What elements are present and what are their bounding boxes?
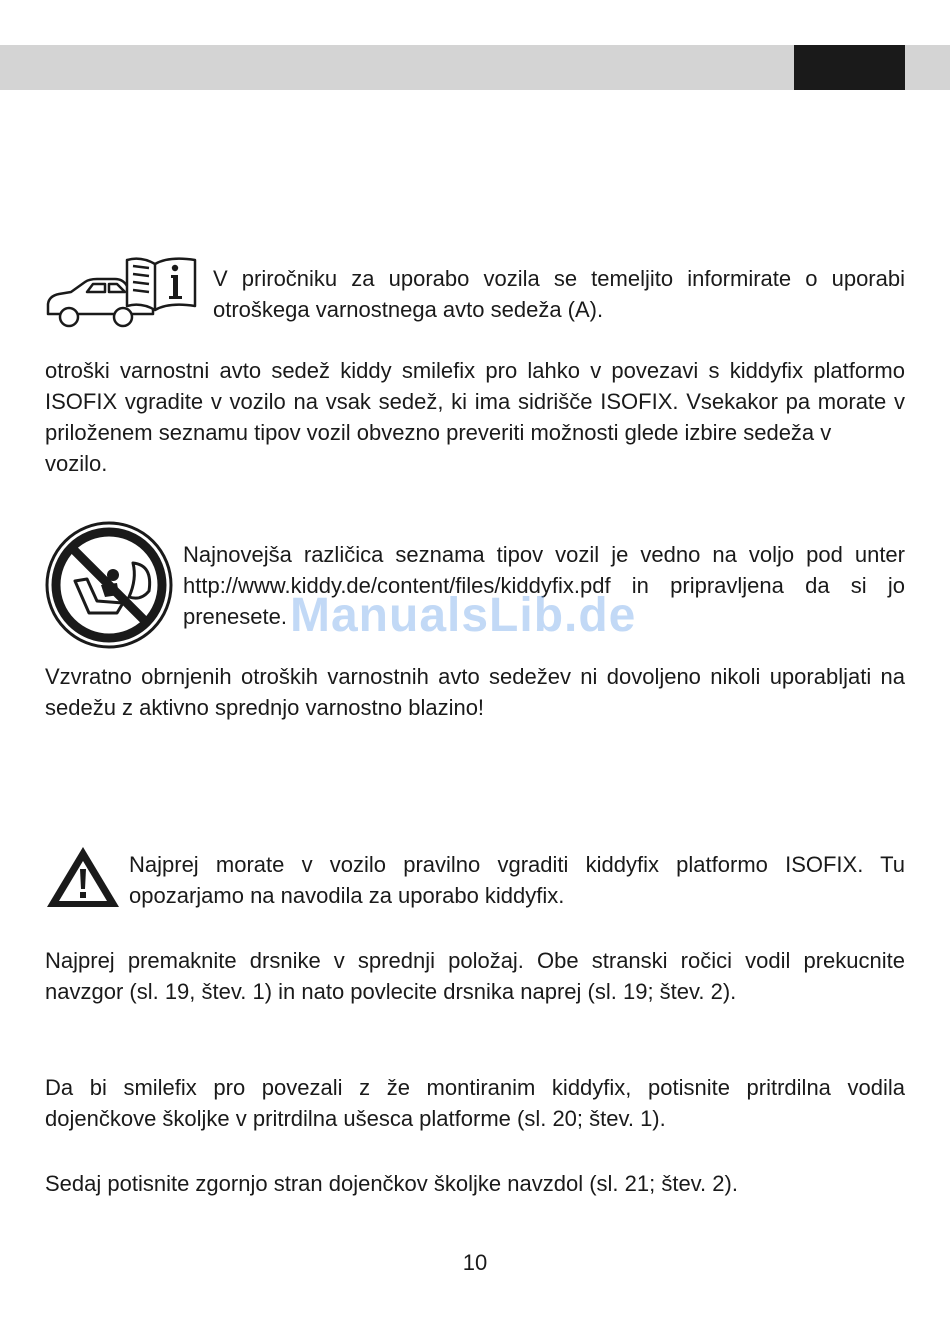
intro-manual-text: V priročniku za uporabo vozila se temeljito informirate o uporabi otroškega varnostnega avto sedeža (A). [213, 266, 905, 322]
airbag-warning-text: Vzvratno obrnjenih otroških varnostnih avto sedežev ni dovoljeno nikoli uporabljati na sedežu z aktivno sprednjo varnostno blazino! [45, 664, 905, 720]
step-2-text: Da bi smilefix pro povezali z že montiranim kiddyfix, potisnite pritrdilna vodila dojenčkove školjke v pritrdilna ušesca platforme (sl. 20; štev. 1). [45, 1075, 905, 1131]
no-airbag-icon [45, 521, 173, 649]
isofix-paragraph-line-1: otroški varnostni avto sedež kiddy smilefix pro lahko v povezavi s kiddyfix platformo ISOFIX vgradite v vozilo na vsak sedež, ki ima sidrišče ISOFIX. Vsekakor pa morate v priloženem seznamu tipov vozil obvezno preveriti možnosti glede izbire sedeža v [45, 358, 905, 445]
watermark: ManualsLib.de [290, 589, 637, 642]
step-1-text: Najprej premaknite drsnike v sprednji položaj. Obe stranski ročici vodil prekucnite navzgor (sl. 19, štev. 1) in nato povlecite drsnika naprej (sl. 19; štev. 2). [45, 948, 905, 1004]
isofix-paragraph [45, 355, 905, 479]
vehicle-list-notice: Najnovejša različica seznama tipov vozil je vedno na voljo pod unter http://www.kiddy.de/content/files/kiddyfix.pdf in pripravljena da si jo prenesete. [183, 542, 905, 629]
install-warning-text: Najprej morate v vozilo pravilno vgraditi kiddyfix platformo ISOFIX. Tu opozarjamo na navodila za uporabo kiddyfix. [129, 852, 905, 908]
header-tab-block [794, 45, 905, 90]
warning-triangle-icon [45, 845, 121, 909]
car-manual-icon [45, 254, 200, 332]
page-number: 10 [462, 1250, 488, 1275]
isofix-paragraph-line-2: vozilo. [45, 451, 108, 476]
step-3-text: Sedaj potisnite zgornjo stran dojenčkov školjke navzdol (sl. 21; štev. 2). [45, 1171, 738, 1196]
